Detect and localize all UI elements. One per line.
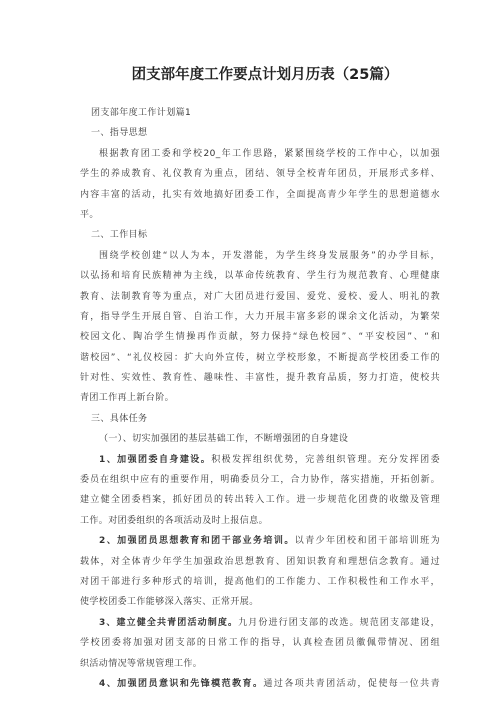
tasks-subheading: （一）、切实加强团的基层基础工作，不断增强团的自身建设 bbox=[99, 434, 349, 445]
task-text: 积极发挥组织优势，完善组织管理。充分发挥团委 bbox=[211, 454, 440, 465]
paragraph-line: 织活动情况等常规管理工作。 bbox=[80, 658, 203, 669]
task-item-2 bbox=[80, 531, 440, 613]
paragraph-line: 青团工作再上新台阶。 bbox=[80, 393, 175, 404]
paragraph-line: 以弘扬和培育民族精神为主线，以革命传统教育、学生行为规范教育、心理健康 bbox=[80, 271, 440, 282]
section-heading: 团支部年度工作计划篇1 bbox=[91, 108, 192, 118]
goals-paragraph bbox=[80, 246, 440, 409]
goals-heading: 二、工作目标 bbox=[91, 230, 148, 241]
paragraph-line: 根据教育团工委和学校20_年工作思路，紧紧围绕学校的工作中心，以加强 bbox=[99, 148, 440, 159]
task-item-3 bbox=[80, 613, 440, 674]
task-lead: 2、加强团员思想教育和团干部业务培训。 bbox=[99, 536, 295, 547]
paragraph-line: 针对性、实效性、教育性、趣味性、丰富性，提升教育品质，努力打造，使校共 bbox=[80, 373, 440, 384]
paragraph-line: 学生的养成教育、礼仪教育为重点，团结、领导全校青年团员，开展形式多样、 bbox=[80, 169, 440, 180]
paragraph-line: 校园文化、陶冶学生情操再作贡献，努力保持“绿色校园”、“平安校园”、“和 bbox=[80, 332, 440, 343]
task-lead: 4、加强团员意识和先锋模范教育。 bbox=[99, 678, 264, 689]
paragraph-line: 使学校团委工作能够深入落实、正常开展。 bbox=[80, 597, 259, 608]
task-item-1 bbox=[80, 450, 440, 532]
paragraph-line: 谐校园”、“礼仪校园：扩大向外宣传，树立学校形象，不断提高学校团委工作的 bbox=[80, 352, 440, 363]
paragraph-line bbox=[80, 450, 440, 470]
paragraph-line: 教育、法制教育等为重点，对广大团员进行爱国、爱党、爱校、爱人、明礼的教 bbox=[80, 291, 440, 302]
paragraph-line: 载体，对全体青少年学生加强政治思想教育、团知识教育和理想信念教育。通过 bbox=[80, 556, 440, 567]
paragraph-line: 对团干部进行多种形式的培训，提高他们的工作能力、工作积极性和工作水平， bbox=[80, 576, 440, 587]
paragraph-line: 围绕学校创建“以人为本，开发潜能，为学生终身发展服务”的办学目标， bbox=[99, 250, 440, 261]
task-text: 通过各项共青团活动，促使每一位共青 bbox=[263, 678, 440, 689]
paragraph-line: 平。 bbox=[80, 209, 99, 220]
document-title: 团支部年度工作要点计划月历表（25篇） bbox=[131, 67, 399, 83]
task-item-4 bbox=[80, 674, 440, 694]
task-text: 以青少年团校和团干部培训班为 bbox=[294, 536, 440, 547]
document-body bbox=[80, 103, 440, 694]
paragraph-line: 建立健全团委档案，抓好团员的转出转入工作。进一步规范化团费的收缴及管理 bbox=[80, 495, 440, 506]
guiding-paragraph bbox=[80, 144, 440, 226]
paragraph-line bbox=[80, 674, 440, 694]
paragraph-line: 委员在组织中应有的重要作用，明确委员分工，合力协作，落实措施，开拓创新。 bbox=[80, 475, 440, 486]
tasks-heading: 三、具体任务 bbox=[91, 413, 148, 424]
task-lead: 1、加强团委自身建设。 bbox=[99, 454, 212, 465]
paragraph-line: 内容丰富的活动，扎实有效地搞好团委工作，全面提高青少年学生的思想道德水 bbox=[80, 189, 440, 200]
paragraph-line: 工作。对团委组织的各项活动及时上报信息。 bbox=[80, 515, 269, 526]
task-lead: 3、建立健全共青团活动制度。 bbox=[99, 617, 239, 628]
guiding-heading: 一、指导思想 bbox=[91, 128, 148, 139]
task-text: 九月份进行团支部的改选。规范团支部建设， bbox=[238, 617, 440, 628]
paragraph-line: 学校团委将加强对团支部的日常工作的指导，认真检查团员徽佩带情况、团组 bbox=[80, 638, 440, 649]
paragraph-line bbox=[80, 531, 440, 551]
paragraph-line bbox=[80, 613, 440, 633]
paragraph-line: 育，指导学生开展自管、自治工作，大力开展丰富多彩的课余文化活动，为繁荣 bbox=[80, 311, 440, 322]
